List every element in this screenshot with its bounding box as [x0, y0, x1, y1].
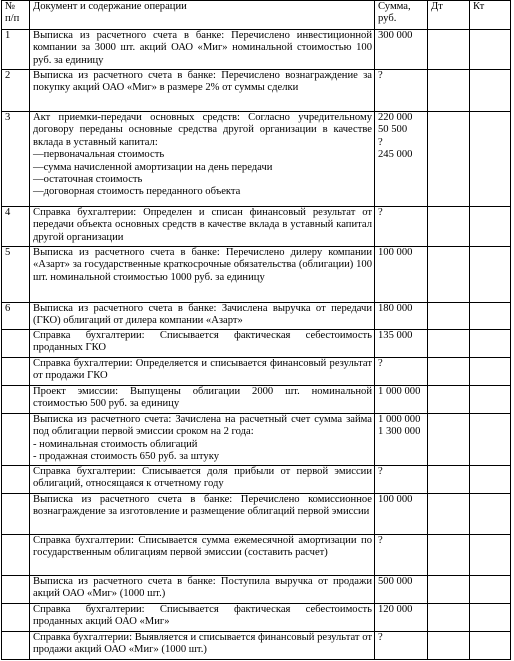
table-row — [2, 535, 511, 576]
row-sum: 1 000 000 — [375, 386, 428, 414]
operations-table — [1, 0, 511, 660]
row-sum: ? — [375, 535, 428, 576]
row-debit — [428, 466, 470, 494]
row-sum: 135 000 — [375, 330, 428, 358]
header-document: Документ и содержание операции — [30, 1, 375, 30]
table-row — [2, 576, 511, 604]
table-row — [2, 330, 511, 358]
row-number — [2, 632, 30, 660]
row-number — [2, 358, 30, 386]
row-description: Справка бухгалтерии: Списывается фактическая себестоимость проданных акций ОАО «Миг» — [30, 604, 375, 632]
table-header-row — [2, 1, 511, 30]
row-debit — [428, 414, 470, 466]
row-sum: 100 000 — [375, 494, 428, 535]
row-credit — [470, 247, 511, 303]
row-sum: ? — [375, 207, 428, 247]
row-credit — [470, 358, 511, 386]
table-row — [2, 494, 511, 535]
row-number — [2, 576, 30, 604]
table-row — [2, 604, 511, 632]
row-description: Акт приемки-передачи основных средств: Согласно учредительному договору переданы основные средства другой организации в качестве вклада в уставный капитал: —первоначальная стоимость —сумма начисленной амортизации на день передачи —остаточная стоимость —договорная стоимость переданного объекта — [30, 112, 375, 207]
header-number: № п/п — [2, 1, 30, 30]
row-credit — [470, 30, 511, 70]
table-row — [2, 112, 511, 207]
row-debit — [428, 207, 470, 247]
row-debit — [428, 70, 470, 112]
row-debit — [428, 576, 470, 604]
row-debit — [428, 30, 470, 70]
row-credit — [470, 386, 511, 414]
row-sum: ? — [375, 358, 428, 386]
row-sum: 1 000 000 1 300 000 — [375, 414, 428, 466]
table-row — [2, 30, 511, 70]
row-credit — [470, 70, 511, 112]
table-row — [2, 632, 511, 660]
row-description: Справка бухгалтерии: Определяется и списывается финансовый результат от продажи ГКО — [30, 358, 375, 386]
row-number: 2 — [2, 70, 30, 112]
row-credit — [470, 535, 511, 576]
row-number — [2, 494, 30, 535]
row-debit — [428, 247, 470, 303]
row-debit — [428, 535, 470, 576]
table-row — [2, 466, 511, 494]
row-description: Справка бухгалтерии: Списывается доля прибыли от первой эмиссии облигаций, относящаяся к отчетному году — [30, 466, 375, 494]
row-description: Проект эмиссии: Выпущены облигации 2000 шт. номинальной стоимостью 500 руб. за единицу — [30, 386, 375, 414]
row-credit — [470, 604, 511, 632]
row-debit — [428, 386, 470, 414]
row-description: Справка бухгалтерии: Выявляется и списывается финансовый результат от продажи акций ОАО «Миг» (1000 шт.) — [30, 632, 375, 660]
row-credit — [470, 207, 511, 247]
table-row — [2, 303, 511, 330]
row-description: Справка бухгалтерии: Списывается сумма ежемесячной амортизации по государственным облигациям первой эмиссии (составить расчет) — [30, 535, 375, 576]
table-row — [2, 247, 511, 303]
table-row — [2, 414, 511, 466]
table-row — [2, 70, 511, 112]
row-number — [2, 414, 30, 466]
row-sum: 120 000 — [375, 604, 428, 632]
row-sum: 500 000 — [375, 576, 428, 604]
row-sum: 300 000 — [375, 30, 428, 70]
row-description: Выписка из расчетного счета в банке: Зачислена выручка от передачи (ГКО) облигаций от дилера компании «Азарт» — [30, 303, 375, 330]
row-number — [2, 535, 30, 576]
header-debit: Дт — [428, 1, 470, 30]
row-credit — [470, 330, 511, 358]
header-credit: Кт — [470, 1, 511, 30]
row-sum: 220 000 50 500 ? 245 000 — [375, 112, 428, 207]
row-description: Выписка из расчетного счета в банке: Перечислено вознаграждение за покупку акций ОАО «Миг» в размере 2% от суммы сделки — [30, 70, 375, 112]
row-number: 4 — [2, 207, 30, 247]
row-sum: 180 000 — [375, 303, 428, 330]
row-debit — [428, 330, 470, 358]
row-credit — [470, 303, 511, 330]
header-sum: Сумма, руб. — [375, 1, 428, 30]
row-credit — [470, 576, 511, 604]
row-description: Выписка из расчетного счета в банке: Перечислено комиссионное вознаграждение за изготовление и размещение облигаций первой эмиссии — [30, 494, 375, 535]
row-debit — [428, 358, 470, 386]
row-debit — [428, 632, 470, 660]
row-debit — [428, 112, 470, 207]
row-number: 5 — [2, 247, 30, 303]
row-number — [2, 330, 30, 358]
table-body — [2, 30, 511, 660]
row-sum: ? — [375, 70, 428, 112]
row-credit — [470, 112, 511, 207]
row-credit — [470, 466, 511, 494]
row-number — [2, 604, 30, 632]
row-description: Выписка из расчетного счета в банке: Поступила выручка от продажи акций ОАО «Миг» (1000 шт.) — [30, 576, 375, 604]
table-row — [2, 386, 511, 414]
row-description: Выписка из расчетного счета в банке: Перечислено дилеру компании «Азарт» за государственные краткосрочные обязательства (облигации) 100 шт. номинальной стоимостью 1000 руб. за единицу — [30, 247, 375, 303]
table-row — [2, 358, 511, 386]
row-credit — [470, 494, 511, 535]
row-description: Справка бухгалтерии: Списывается фактическая себестоимость проданных ГКО — [30, 330, 375, 358]
row-debit — [428, 494, 470, 535]
row-number: 3 — [2, 112, 30, 207]
row-sum: ? — [375, 466, 428, 494]
row-description: Справка бухгалтерии: Определен и списан финансовый результат от передачи объекта основных средств в качестве вклада в уставный капитал другой организации — [30, 207, 375, 247]
row-number — [2, 466, 30, 494]
row-debit — [428, 604, 470, 632]
row-debit — [428, 303, 470, 330]
row-sum: ? — [375, 632, 428, 660]
row-credit — [470, 414, 511, 466]
row-number: 1 — [2, 30, 30, 70]
row-description: Выписка из расчетного счета: Зачислена на расчетный счет сумма займа под облигации первой эмиссии сроком на 2 года: - номинальная стоимость облигаций - продажная стоимость 650 руб. за штуку — [30, 414, 375, 466]
row-number: 6 — [2, 303, 30, 330]
row-description: Выписка из расчетного счета в банке: Перечислено инвестиционной компании за 3000 шт. акций ОАО «Миг» номинальной стоимостью 100 руб. за единицу — [30, 30, 375, 70]
row-number — [2, 386, 30, 414]
table-row — [2, 207, 511, 247]
row-credit — [470, 632, 511, 660]
row-sum: 100 000 — [375, 247, 428, 303]
